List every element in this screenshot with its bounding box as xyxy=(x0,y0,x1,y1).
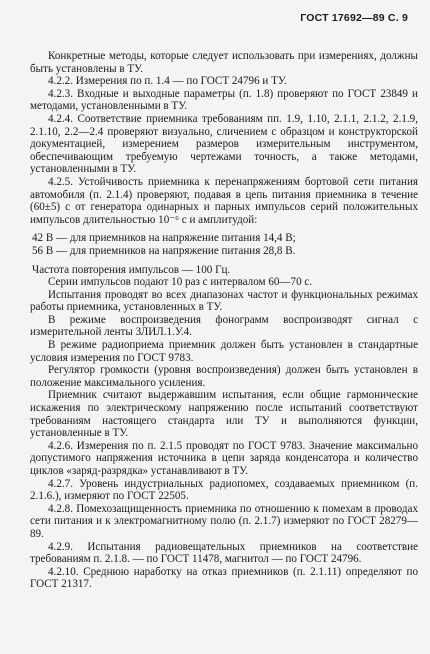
paragraph-pass-criteria: Приемник считают выдержавшим испытания, если общие гармонические искажения по электрическому напряжению после испытаний соответствуют требованиям настоящего стандарта или ТУ и выполняются функции, установленные в ТУ. xyxy=(30,389,418,440)
voltage-line-42: 42 В — для приемников на напряжение питания 14,4 В; xyxy=(32,232,296,245)
paragraph-playback-mode: В режиме воспроизведения фонограмм воспроизводят сигнал с измерительной ленты ЗЛИЛ.1.У.4. xyxy=(30,313,418,339)
paragraph-4-2-3: 4.2.3. Входные и выходные параметры (п. 1.8) проверяют по ГОСТ 23849 и методами, установленными в ТУ. xyxy=(30,87,418,113)
paragraph-4-2-7: 4.2.7. Уровень индустриальных радиопомех, создаваемых приемником (п. 2.1.6.), измеряют по ГОСТ 22505. xyxy=(30,477,418,503)
paragraph-4-2-4: 4.2.4. Соответствие приемника требованиям пп. 1.9, 1.10, 2.1.1, 2.1.2, 2.1.9, 2.1.10, 2.2—2.4 проверяют визуально, сличением с образцом и конструкторской документацией, измерением размеров измерительным инструментом, обеспечивающим требуемую чертежами точность, а также методами, установленными в ТУ. xyxy=(30,112,418,176)
paragraph-4-2-6: 4.2.6. Измерения по п. 2.1.5 проводят по ГОСТ 9783. Значение максимально допустимого напряжения источника в цепи заряда конденсатора и количество циклов «заряд-разрядка» устанавливают в ТУ. xyxy=(30,439,418,477)
paragraph-4-2-9: 4.2.9. Испытания радиовещательных приемников на соответствие требованиям п. 2.1.8. — по ГОСТ 11478, магнитол — по ГОСТ 24796. xyxy=(30,540,418,566)
paragraph-test-ranges: Испытания проводят во всех диапазонах частот и функциональных режимах работы приемника, установленных в ТУ. xyxy=(30,288,418,314)
pulse-frequency: Частота повторения импульсов — 100 Гц. xyxy=(32,263,231,276)
voltage-line-56: 56 В — для приемников на напряжение питания 28,8 В. xyxy=(32,244,296,257)
paragraph-radio-mode: В режиме радиоприема приемник должен быть установлен в стандартные условия измерения по ГОСТ 9783. xyxy=(30,339,418,364)
document-body xyxy=(30,50,418,591)
page-header: ГОСТ 17692—89 С. 9 xyxy=(300,12,408,24)
paragraph-4-2-10: 4.2.10. Среднюю наработку на отказ приемников (п. 2.1.11) определяют по ГОСТ 21317. xyxy=(30,565,418,591)
paragraph-volume-control: Регулятор громкости (уровня воспроизведения) должен быть установлен в положение максимального усиления. xyxy=(30,364,418,389)
paragraph-intro: Конкретные методы, которые следует использовать при измерениях, должны быть установлены в ТУ. xyxy=(30,50,418,75)
paragraph-4-2-2: 4.2.2. Измерения по п. 1.4 — по ГОСТ 24796 и ТУ. xyxy=(48,75,287,88)
pulse-series: Серии импульсов подают 10 раз с интервалом 60—70 с. xyxy=(48,276,313,289)
paragraph-4-2-5: 4.2.5. Устойчивость приемника к перенапряжениям бортовой сети питания автомобиля (п. 2.1.4) проверяют, подавая в цепь питания приемника в течение (60±5) с от генератора одинарных и парных импульсов серий положительных импульсов длительностью 10⁻⁶ с и амплитудой: xyxy=(30,175,418,226)
paragraph-4-2-8: 4.2.8. Помехозащищенность приемника по отношению к помехам в проводах сети питания и к электромагнитному полю (п. 2.1.7) измеряют по ГОСТ 28279—89. xyxy=(30,502,418,540)
